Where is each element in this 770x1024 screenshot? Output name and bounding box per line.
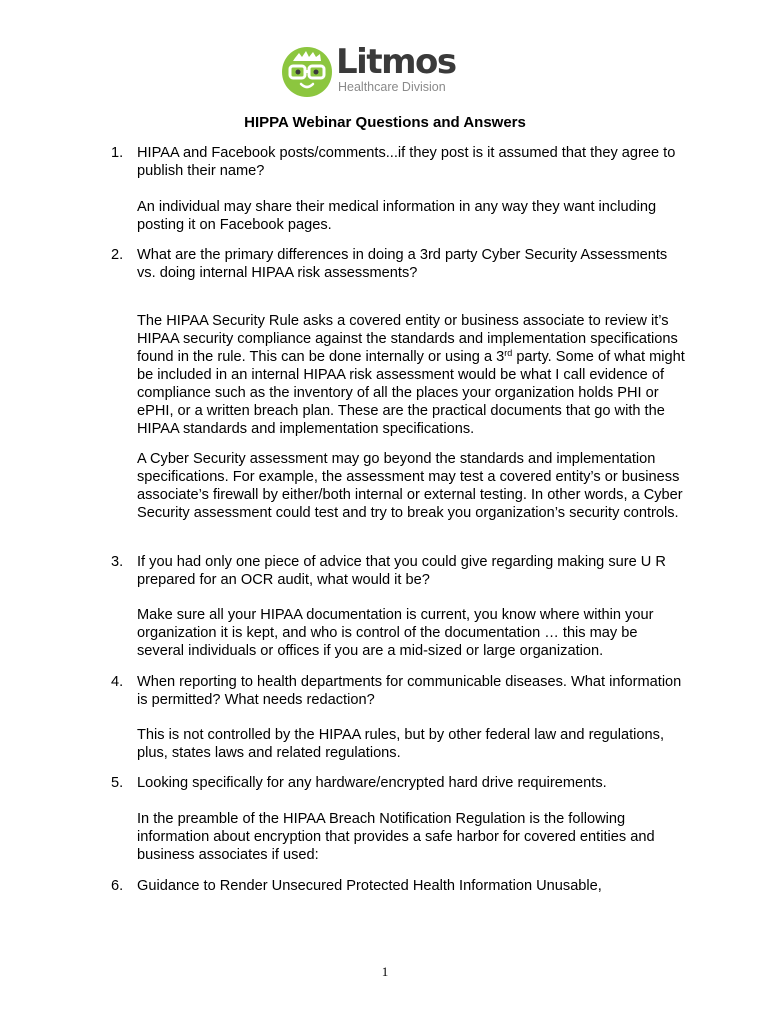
- question-text: HIPAA and Facebook posts/comments...if they post is it assumed that they agree to publish their name?: [137, 145, 676, 179]
- question-6: [111, 877, 685, 895]
- answer-text: party. Some of what might be included in an internal HIPAA risk assessment would be what I call evidence of compliance such as the inventory of all the places your organization holds PHI or ePHI, or a written breach plan. These are the practical documents that go with the HIPAA standards and implementation specifications.: [137, 349, 685, 437]
- logo-brand-text: Litmos: [336, 42, 456, 82]
- question-number: 6.: [111, 878, 124, 894]
- answer-2-paragraph-1: [137, 312, 685, 438]
- question-number: 1.: [111, 145, 124, 161]
- answer-5: In the preamble of the HIPAA Breach Notification Regulation is the following information about encryption that provides a safe harbor for covered entities and business associates if used:: [137, 811, 655, 863]
- answer-3: Make sure all your HIPAA documentation is current, you know where within your organization it is kept, and who is control of the documentation … this may be several individuals or offices if you are a mid-sized or large organization.: [137, 607, 654, 659]
- litmos-mascot-glasses-icon: [281, 46, 333, 98]
- question-text: When reporting to health departments for communicable diseases. What information is permitted? What needs redaction?: [137, 674, 682, 708]
- answer-2-paragraph-2: A Cyber Security assessment may go beyond the standards and implementation specifications. For example, the assessment may test a covered entity’s or business associate’s firewall by either/both internal or external testing. In other words, a Cyber Security assessment could test and try to break you organization’s security controls.: [137, 451, 683, 521]
- question-number: 5.: [111, 775, 124, 791]
- question-4: [111, 673, 685, 709]
- question-2: [111, 246, 685, 282]
- answer-4: This is not controlled by the HIPAA rules, but by other federal law and regulations, plus, states laws and related regulations.: [137, 727, 665, 761]
- question-text: What are the primary differences in doing a 3rd party Cyber Security Assessments vs. doing internal HIPAA risk assessments?: [137, 247, 668, 281]
- question-text: Looking specifically for any hardware/encrypted hard drive requirements.: [137, 775, 607, 791]
- page-number: 1: [381, 964, 389, 979]
- question-number: 3.: [111, 554, 124, 570]
- document-title: HIPPA Webinar Questions and Answers: [244, 114, 526, 131]
- answer-text: The HIPAA Security Rule asks a covered entity or business associate to review it’s HIPAA security compliance against the standards and implementation specifications found in the rule. This can be done internally or using a 3: [137, 313, 678, 365]
- question-3: [111, 553, 685, 589]
- ordinal-superscript: rd: [504, 348, 513, 358]
- logo-division-text: Healthcare Division: [338, 80, 446, 94]
- question-5: [111, 774, 685, 792]
- question-text: If you had only one piece of advice that you could give regarding making sure U R prepared for an OCR audit, what would it be?: [137, 554, 666, 588]
- question-text: Guidance to Render Unsecured Protected Health Information Unusable,: [137, 878, 602, 894]
- question-number: 2.: [111, 247, 124, 263]
- question-1: [111, 144, 685, 180]
- question-number: 4.: [111, 674, 124, 690]
- answer-1: An individual may share their medical information in any way they want including posting it on Facebook pages.: [137, 199, 657, 233]
